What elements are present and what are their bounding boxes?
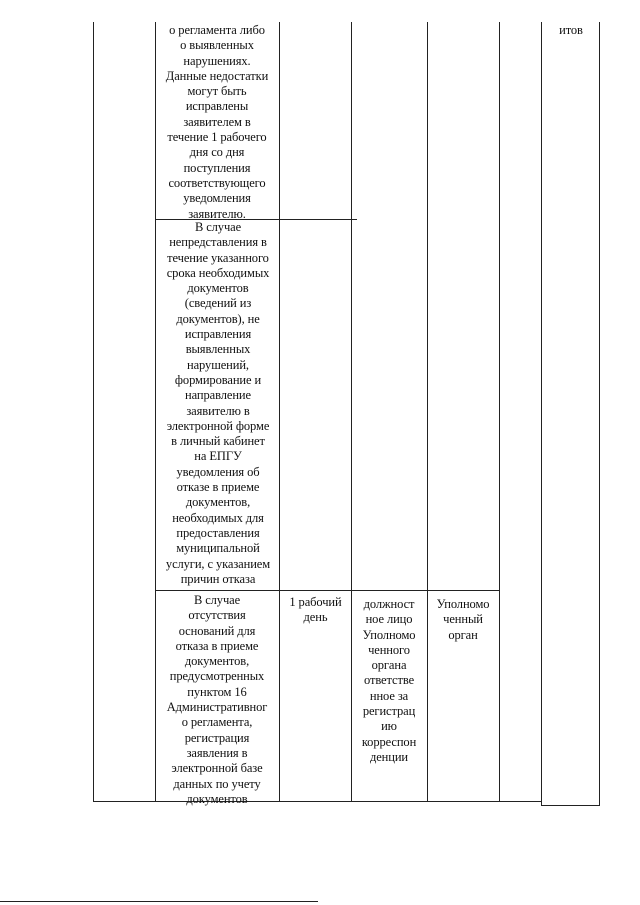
- row1-description-cell: о регламента либо о выявленных нарушениях. Данные недостатки могут быть исправлены заявителем в течение 1 рабочего дня со дня поступления соответствующего уведомления заявителю.: [165, 23, 269, 221]
- footer-rule: [0, 901, 318, 902]
- row3-description-cell: В случае отсутствия оснований для отказа в приеме документов, предусмотренных пунктом 16 Административног о регламента, регистрация заявления в электронной базе данных по учету документов: [166, 593, 268, 806]
- row3-responsible-cell: должност ное лицо Уполномо ченного органа ответстве нное за регистрац ию корреспон денции: [361, 597, 417, 764]
- column-divider-5: [499, 22, 500, 801]
- table-bottom-border-right: [541, 805, 600, 806]
- column-divider-3: [351, 22, 352, 801]
- row2-description-cell: В случае непредставления в течение указанного срока необходимых документов (сведений из документов), не исправления выявленных нарушений, формирование и направление заявителю в электронной форме в личный кабинет на ЕПГУ уведомления об отказе в приеме документов, необходимых для предоставления муниципальной услуги, с указанием причин отказа: [165, 220, 271, 586]
- row-divider-2-3: [155, 590, 499, 591]
- column-divider-6: [541, 22, 542, 806]
- column-divider-4: [427, 22, 428, 801]
- column-divider-2: [279, 22, 280, 801]
- table-border-left: [93, 22, 94, 801]
- row3-system-cell: Уполномо ченный орган: [436, 597, 490, 642]
- table-border-right: [599, 22, 600, 806]
- column-divider-1: [155, 22, 156, 801]
- row1-result-fragment: итов: [559, 23, 583, 37]
- row3-duration-cell: 1 рабочий день: [289, 595, 342, 625]
